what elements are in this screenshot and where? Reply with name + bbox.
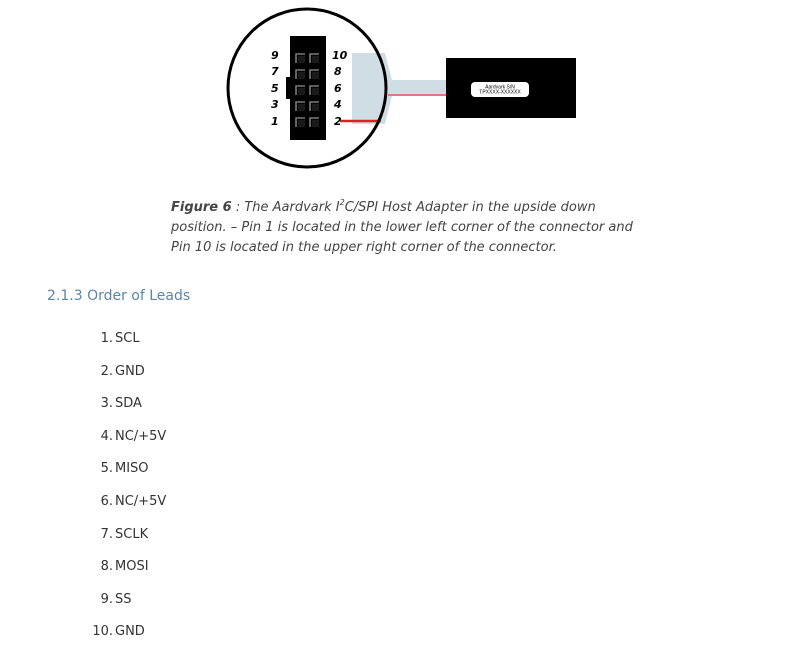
list-item-text: SCLK bbox=[115, 526, 149, 542]
pin-label-3: 3 bbox=[271, 98, 279, 111]
figure-number: Figure 6 bbox=[171, 200, 232, 215]
pin-socket-hole bbox=[298, 88, 305, 95]
pin-label-1: 1 bbox=[271, 115, 279, 128]
connector-key bbox=[286, 77, 292, 99]
device-label-line2: TPXXXX-XXXXXX bbox=[479, 89, 521, 96]
list-item-number: 4. bbox=[100, 428, 113, 444]
list-item-number: 9. bbox=[100, 591, 113, 607]
list-item-number: 2. bbox=[100, 363, 113, 379]
list-item-text: GND bbox=[115, 363, 145, 379]
pin-socket-hole bbox=[298, 120, 305, 127]
section-heading: 2.1.3 Order of Leads bbox=[47, 288, 191, 304]
list-item-number: 1. bbox=[100, 331, 113, 346]
device-label-line1: Aardvark S/N bbox=[485, 84, 515, 91]
caption-text-part2: C/SPI Host Adapter in the upside down position. – Pin 1 is located in the lower left corner of the connector and Pin 10 is located in the upper right corner of the connector. bbox=[171, 200, 633, 255]
list-item-text: MOSI bbox=[115, 559, 149, 575]
pin-label-4: 4 bbox=[334, 98, 342, 111]
pin-label-7: 7 bbox=[271, 65, 279, 78]
pin-label-5: 5 bbox=[271, 82, 279, 95]
figure-caption bbox=[171, 198, 641, 258]
list-item-number: 8. bbox=[100, 559, 113, 575]
pin-socket-hole bbox=[312, 56, 319, 63]
connector-figure bbox=[0, 0, 802, 185]
list-item-number: 5. bbox=[100, 461, 113, 477]
pin-socket-hole bbox=[298, 56, 305, 63]
list-item-number: 3. bbox=[100, 396, 113, 412]
list-item-number: 6. bbox=[100, 493, 113, 509]
list-item-text: GND bbox=[115, 624, 145, 640]
list-item-number: 7. bbox=[100, 526, 113, 542]
pin-label-2: 2 bbox=[334, 115, 342, 128]
pin-socket-hole bbox=[298, 104, 305, 111]
pin-socket-hole bbox=[312, 120, 319, 127]
caption-text-part1: : The Aardvark I bbox=[231, 200, 340, 215]
list-item-text: NC/+5V bbox=[115, 493, 167, 509]
caption-superscript: 2 bbox=[339, 198, 345, 207]
pin-socket-hole bbox=[312, 104, 319, 111]
pin-label-10: 10 bbox=[332, 49, 348, 62]
pin-label-6: 6 bbox=[334, 82, 342, 95]
list-item-text: SCL bbox=[115, 331, 140, 346]
list-item-text: SDA bbox=[115, 396, 142, 412]
list-item-text: NC/+5V bbox=[115, 428, 167, 444]
pin-label-8: 8 bbox=[334, 65, 342, 78]
pin-label-9: 9 bbox=[271, 49, 279, 62]
ribbon-cable-outer bbox=[386, 80, 448, 96]
list-item-text: MISO bbox=[115, 461, 149, 477]
pin-socket-hole bbox=[312, 72, 319, 79]
list-item-number: 10. bbox=[92, 624, 113, 640]
list-item-text: SS bbox=[115, 591, 132, 607]
pin-socket-hole bbox=[312, 88, 319, 95]
pin-socket-hole bbox=[298, 72, 305, 79]
